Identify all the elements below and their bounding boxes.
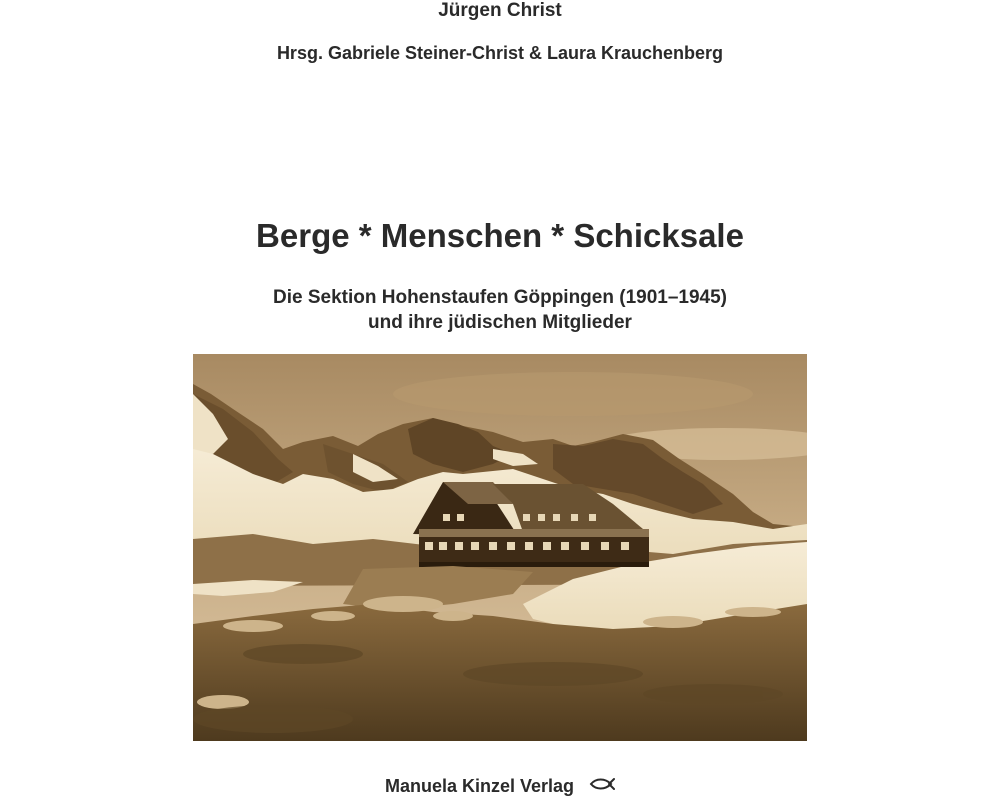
editors-line: Hrsg. Gabriele Steiner-Christ & Laura Krauchenberg (276, 43, 724, 63)
publisher-line (0, 774, 1000, 799)
book-subtitle-line1: Die Sektion Hohenstaufen Göppingen (1901–1945) (273, 287, 727, 308)
fish-icon (589, 773, 615, 797)
publisher-name: Manuela Kinzel Verlag (384, 776, 575, 796)
book-subtitle-line2: und ihre jüdischen Mitglieder (368, 312, 632, 333)
book-title: Berge * Menschen * Schicksale (256, 217, 744, 254)
author-name: Jürgen Christ (438, 0, 562, 21)
cover-photo-mountain-hut (193, 354, 807, 741)
